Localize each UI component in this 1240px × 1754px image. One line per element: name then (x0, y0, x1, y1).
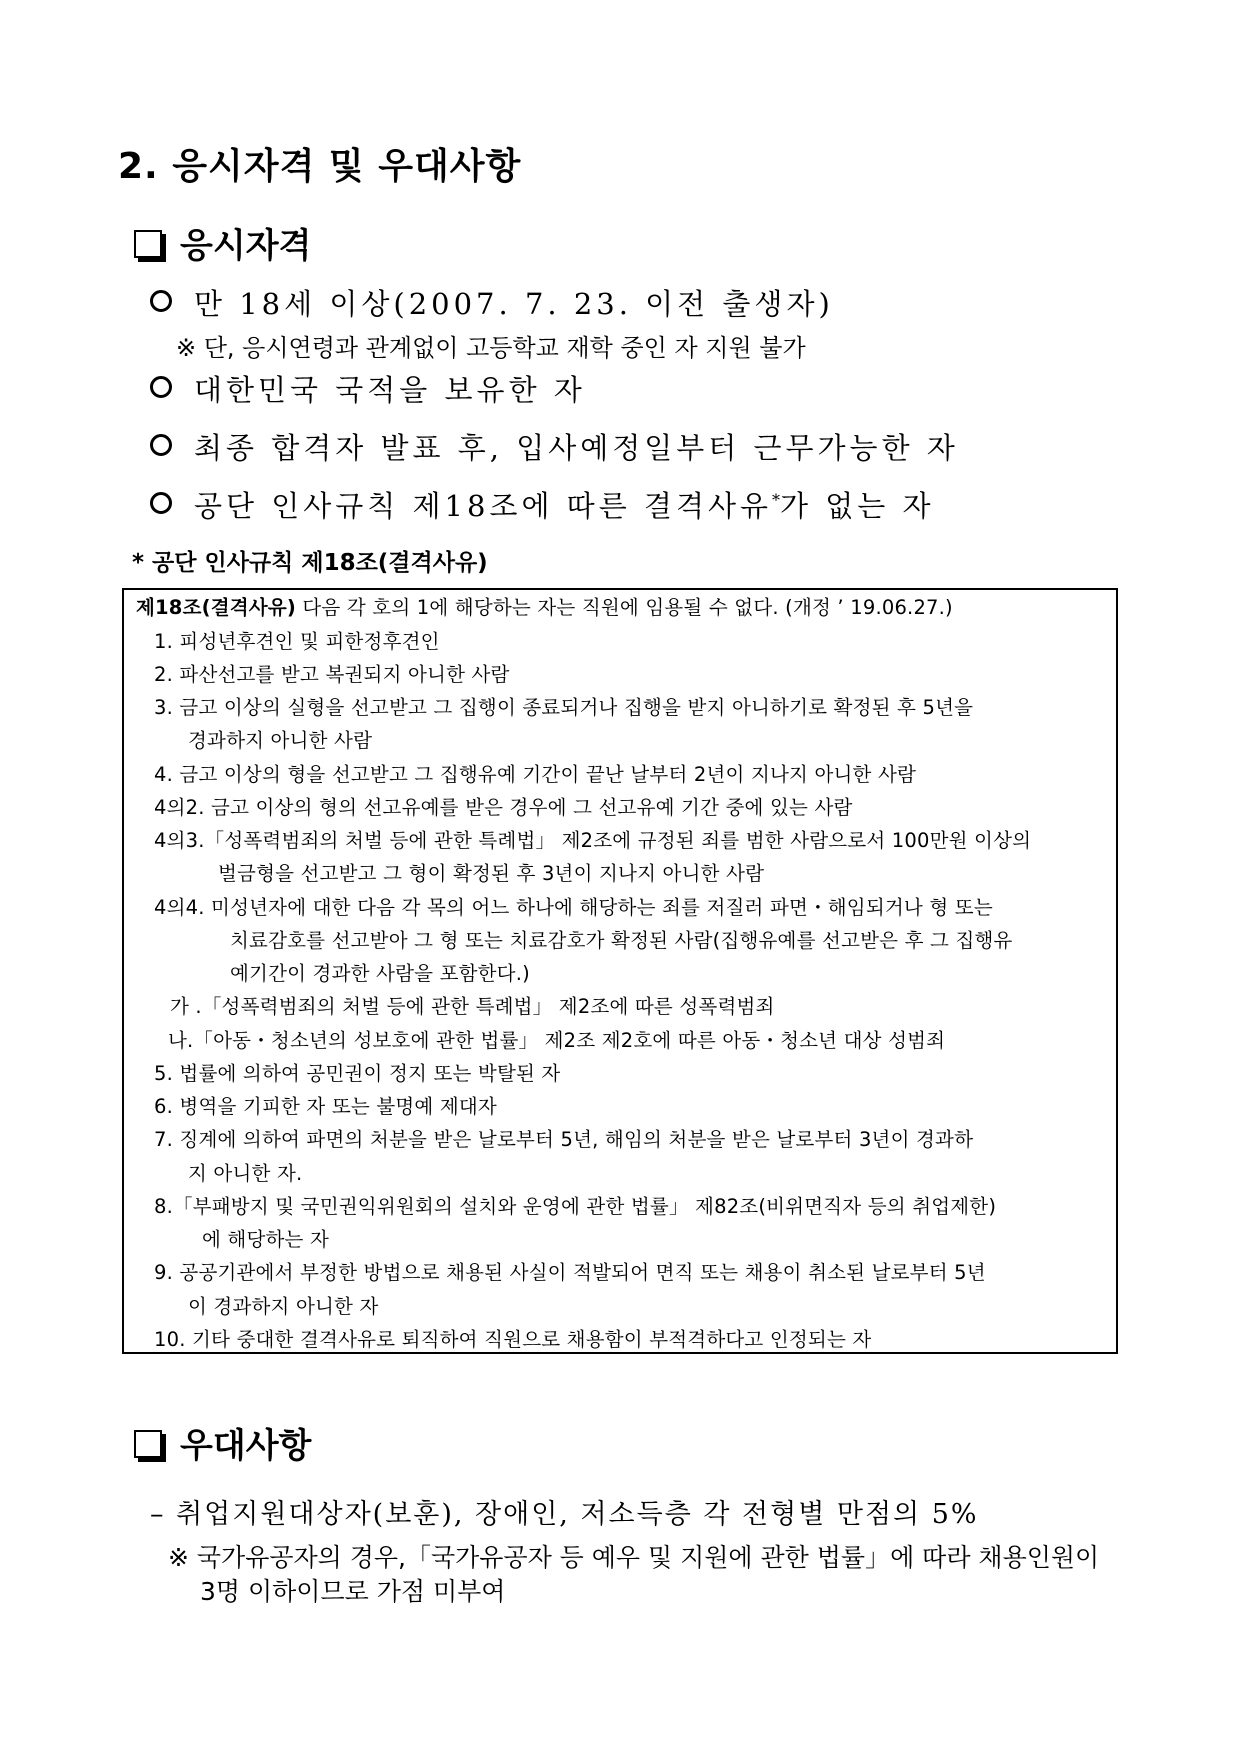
eligibility-item-text: 만 18세 이상(2007. 7. 23. 이전 출생자) (194, 287, 834, 321)
preference-heading-text: 우대사항 (180, 1426, 312, 1466)
law-line: 9. 공공기관에서 부정한 방법으로 채용된 사실이 적발되어 면직 또는 채용이 취소된 날로부터 5년 (154, 1261, 986, 1284)
law-article-header (136, 598, 953, 618)
law-line: 가 .「성폭력범죄의 처벌 등에 관한 특례법」 제2조에 따른 성폭력범죄 (170, 995, 775, 1018)
law-article-number: 제18조(결격사유) (136, 596, 296, 619)
footnote-title: * 공단 인사규칙 제18조(결격사유) (132, 550, 488, 576)
eligibility-heading (134, 218, 311, 267)
law-article-header-text: 다음 각 호의 1에 해당하는 자는 직원에 임용될 수 없다. (개정 ’ 19.06.27.) (295, 596, 953, 619)
eligibility-item-text: 대한민국 국적을 보유한 자 (194, 373, 586, 407)
law-line: 에 해당하는 자 (202, 1228, 330, 1251)
footnote-marker: * (772, 490, 780, 510)
section-title: 2. 응시자격 및 우대사항 (118, 146, 522, 187)
eligibility-age-note: ※ 단, 응시연령과 관계없이 고등학교 재학 중인 자 지원 불가 (176, 334, 806, 362)
law-line: 지 아니한 자. (188, 1162, 303, 1185)
law-line: 8.「부패방지 및 국민권익위원회의 설치와 운영에 관한 법률」 제82조(비위면직자 등의 취업제한) (154, 1195, 997, 1218)
preference-heading (134, 1418, 311, 1467)
law-line: 4의4. 미성년자에 대한 다음 각 목의 어느 하나에 해당하는 죄를 저질러 파면・해임되거나 형 또는 (154, 896, 993, 919)
law-line: 3. 금고 이상의 실형을 선고받고 그 집행이 종료되거나 집행을 받지 아니하기로 확정된 후 5년을 (154, 696, 974, 719)
circle-bullet-icon (150, 290, 172, 312)
preference-note-line1: ※ 국가유공자의 경우,「국가유공자 등 예우 및 지원에 관한 법률」에 따라 채용인원이 (168, 1543, 1100, 1572)
law-line: 경과하지 아니한 사람 (188, 729, 373, 752)
preference-note-line2: 3명 이하이므로 가점 미부여 (200, 1577, 506, 1606)
eligibility-item-availability (150, 426, 959, 467)
eligibility-item-text: 최종 합격자 발표 후, 입사예정일부터 근무가능한 자 (194, 431, 959, 465)
law-line: 4의2. 금고 이상의 형의 선고유예를 받은 경우에 그 선고유예 기간 중에 있는 사람 (154, 796, 853, 819)
law-line: 4의3.「성폭력범죄의 처벌 등에 관한 특례법」 제2조에 규정된 죄를 범한 사람으로서 100만원 이상의 (154, 829, 1032, 852)
law-line: 1. 피성년후견인 및 피한정후견인 (154, 630, 440, 653)
law-line: 치료감호를 선고받아 그 형 또는 치료감호가 확정된 사람(집행유예를 선고받은 후 그 집행유 (230, 929, 1013, 952)
law-line: 6. 병역을 기피한 자 또는 불명예 제대자 (154, 1095, 497, 1118)
law-line: 이 경과하지 아니한 자 (188, 1295, 379, 1318)
eligibility-item-disqualification (150, 484, 935, 525)
law-line: 5. 법률에 의하여 공민권이 정지 또는 박탈된 자 (154, 1062, 561, 1085)
law-article-box (122, 588, 1118, 1354)
law-line: 4. 금고 이상의 형을 선고받고 그 집행유예 기간이 끝난 날부터 2년이 지나지 아니한 사람 (154, 763, 917, 786)
law-line: 예기간이 경과한 사람을 포함한다.) (230, 962, 530, 985)
circle-bullet-icon (150, 492, 172, 514)
law-line: 10. 기타 중대한 결격사유로 퇴직하여 직원으로 채용함이 부적격하다고 인정되는 자 (154, 1328, 872, 1351)
eligibility-item-text: 공단 인사규칙 제18조에 따른 결격사유 (194, 489, 772, 523)
eligibility-heading-text: 응시자격 (180, 226, 312, 266)
eligibility-item-nationality (150, 368, 586, 409)
law-line: 2. 파산선고를 받고 복권되지 아니한 사람 (154, 663, 510, 686)
eligibility-item-text-tail: 가 없는 자 (780, 489, 935, 523)
square-bullet-icon (134, 230, 162, 258)
circle-bullet-icon (150, 376, 172, 398)
law-line: 벌금형을 선고받고 그 형이 확정된 후 3년이 지나지 아니한 사람 (218, 862, 765, 885)
eligibility-item-age (150, 282, 834, 323)
preference-item: – 취업지원대상자(보훈), 장애인, 저소득층 각 전형별 만점의 5% (150, 1499, 979, 1530)
law-line: 나.「아동・청소년의 성보호에 관한 법률」 제2조 제2호에 따른 아동・청소년 대상 성범죄 (168, 1029, 946, 1052)
law-line: 7. 징계에 의하여 파면의 처분을 받은 날로부터 5년, 해임의 처분을 받은 날로부터 3년이 경과하 (154, 1128, 974, 1151)
square-bullet-icon (134, 1430, 162, 1458)
circle-bullet-icon (150, 434, 172, 456)
